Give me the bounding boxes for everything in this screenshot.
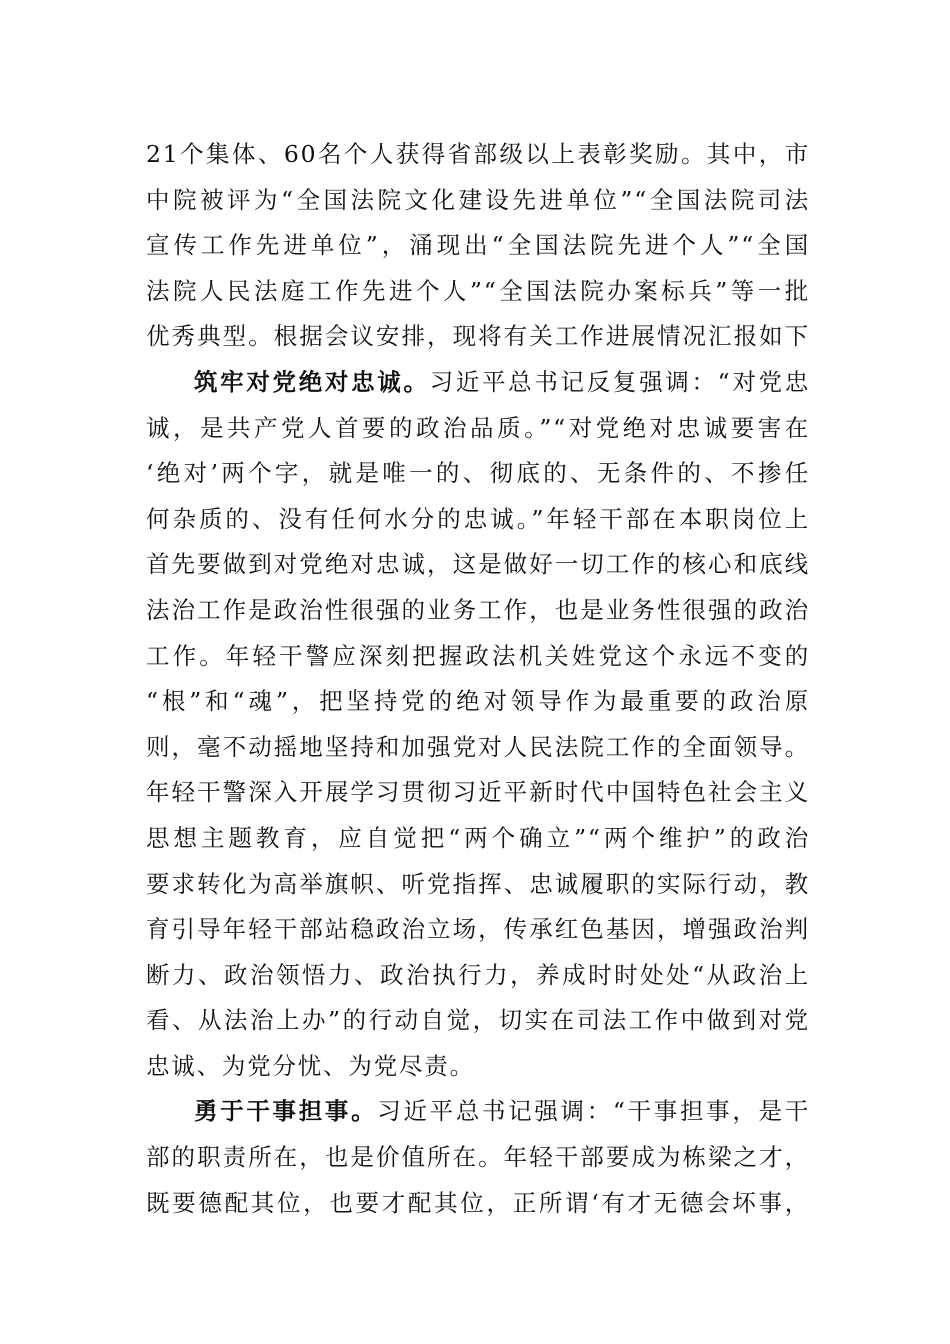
paragraph-line: “根”和“魂”，把坚持党的绝对领导作为最重要的政治原	[146, 687, 810, 716]
paragraph-line: 宣传工作先进单位”，涌现出“全国法院先进个人”“全国	[146, 231, 810, 260]
paragraph-line: 年轻干警深入开展学习贯彻习近平新时代中国特色社会主义	[146, 778, 810, 807]
paragraph-line: 法治工作是政治性很强的业务工作，也是业务性很强的政治	[146, 595, 810, 624]
paragraph-line: 工作。年轻干警应深刻把握政法机关姓党这个永远不变的	[146, 641, 810, 670]
document-body	[146, 132, 810, 1226]
section-1-first-line-text: 习近平总书记反复强调：“对党忠	[429, 367, 810, 396]
paragraph-line: 断力、政治领悟力、政治执行力，养成时时处处“从政治上	[146, 960, 810, 989]
paragraph-line: 何杂质的、没有任何水分的忠诚。”年轻干部在本职岗位上	[146, 504, 810, 533]
paragraph-line: 忠诚、为党分忧、为党尽责。	[146, 1051, 475, 1080]
paragraph-line: 要求转化为高举旗帜、听党指挥、忠诚履职的实际行动，教	[146, 869, 810, 898]
paragraph-line: 21个集体、60名个人获得省部级以上表彰奖励。其中，市	[146, 140, 810, 168]
paragraph-line: 育引导年轻干部站稳政治立场，传承红色基因，增强政治判	[146, 915, 810, 944]
paragraph-line: 看、从法治上办”的行动自觉，切实在司法工作中做到对党	[146, 1006, 810, 1035]
section-2-heading: 勇于干事担事。	[194, 1097, 378, 1126]
paragraph-line: 既要德配其位，也要才配其位，正所谓‘有才无德会坏事，	[146, 1188, 810, 1217]
paragraph-line: 首先要做到对党绝对忠诚，这是做好一切工作的核心和底线	[146, 550, 810, 579]
section-1-heading: 筑牢对党绝对忠诚。	[194, 367, 430, 396]
paragraph-line: 诚，是共产党人首要的政治品质。”“对党绝对忠诚要害在	[146, 413, 810, 442]
section-2-first-line-text: 习近平总书记强调：“干事担事，是干	[377, 1097, 810, 1126]
paragraph-line: 则，毫不动摇地坚持和加强党对人民法院工作的全面领导。	[146, 732, 810, 761]
paragraph-line: 优秀典型。根据会议安排，现将有关工作进展情况汇报如下	[146, 322, 810, 351]
paragraph-line: 思想主题教育，应自觉把“两个确立”“两个维护”的政治	[146, 823, 810, 852]
section-1-first-line	[146, 360, 810, 406]
section-2-first-line	[146, 1089, 810, 1135]
paragraph-line: 中院被评为“全国法院文化建设先进单位”“全国法院司法	[146, 185, 810, 214]
paragraph-line: ‘绝对’两个字，就是唯一的、彻底的、无条件的、不掺任	[146, 459, 810, 488]
paragraph-line: 法院人民法庭工作先进个人”“全国法院办案标兵”等一批	[146, 276, 810, 305]
paragraph-line: 部的职责所在，也是价值所在。年轻干部要成为栋梁之才，	[146, 1143, 810, 1172]
